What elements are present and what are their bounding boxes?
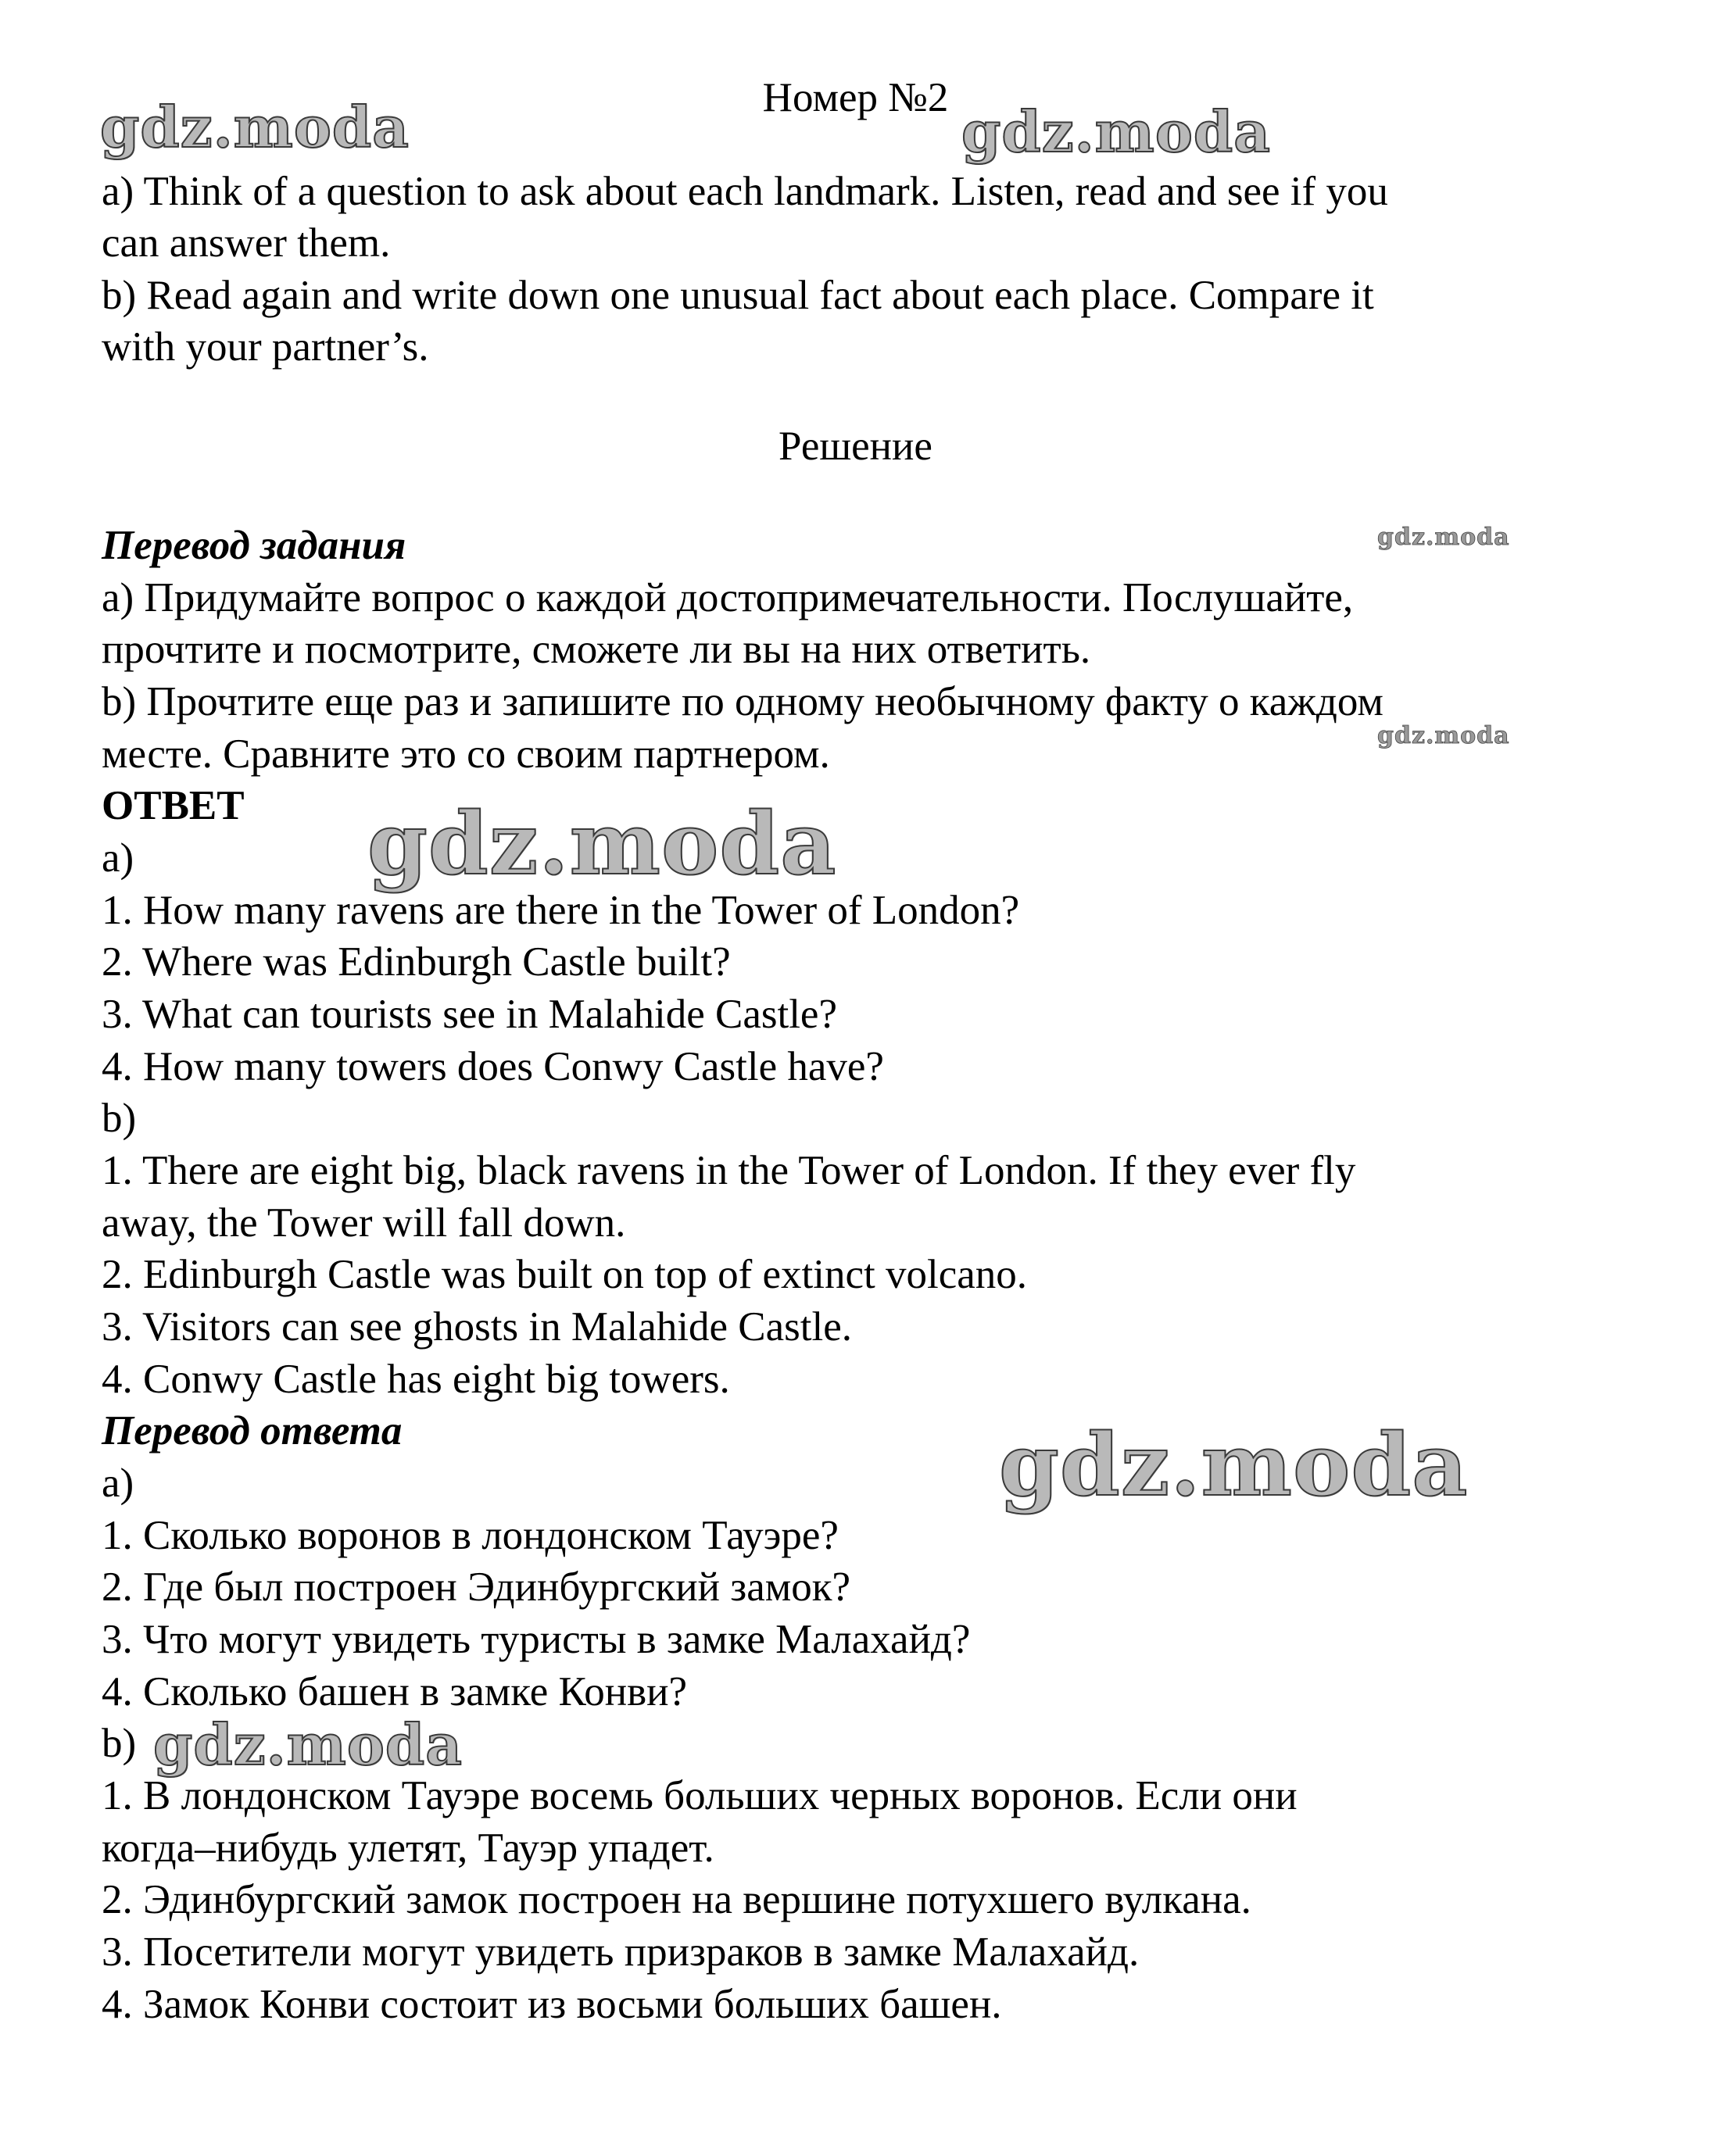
answer-b-item-1-line-1: 1. There are eight big, black ravens in the Tower of London. If they ever fly [102, 1148, 1356, 1193]
answer-b-label: b) [102, 1096, 137, 1141]
task-a-line-1: a) Think of a question to ask about each landmark. Listen, read and see if you [102, 169, 1388, 214]
answer-translation-a-item-1: 1. Сколько воронов в лондонском Тауэре? [102, 1513, 839, 1558]
answer-heading: ОТВЕТ [102, 783, 245, 828]
task-translation-b-line-2: месте. Сравните это со своим партнером. [102, 731, 830, 777]
task-translation-heading: Перевод задания [102, 523, 406, 568]
task-b-line-1: b) Read again and write down one unusual fact about each place. Compare it [102, 273, 1374, 318]
watermark: gdz.moda [1377, 722, 1510, 749]
answer-translation-a-item-2: 2. Где был построен Эдинбургский замок? [102, 1564, 851, 1610]
answer-b-item-3: 3. Visitors can see ghosts in Malahide Castle. [102, 1304, 853, 1350]
answer-a-item-1: 1. How many ravens are there in the Tower of London? [102, 888, 1020, 933]
watermark: gdz.moda [153, 1711, 463, 1778]
answer-translation-b-item-1-line-2: когда–нибудь улетят, Тауэр упадет. [102, 1825, 714, 1871]
watermark: gdz.moda [961, 98, 1271, 165]
answer-a-item-4: 4. How many towers does Conwy Castle have? [102, 1044, 884, 1089]
task-translation-a-line-2: прочтите и посмотрите, сможете ли вы на них ответить. [102, 627, 1091, 672]
watermark: gdz.moda [367, 793, 837, 894]
answer-b-item-2: 2. Edinburgh Castle was built on top of extinct volcano. [102, 1252, 1027, 1297]
watermark: gdz.moda [1377, 524, 1510, 551]
answer-translation-heading: Перевод ответа [102, 1408, 403, 1453]
answer-translation-a-label: a) [102, 1461, 134, 1506]
task-translation-b-line-1: b) Прочтите еще раз и запишите по одному необычному факту о каждом [102, 679, 1383, 724]
watermark: gdz.moda [100, 94, 410, 160]
answer-translation-a-item-4: 4. Сколько башен в замке Конви? [102, 1669, 688, 1714]
answer-translation-b-item-4: 4. Замок Конви состоит из восьми больших башен. [102, 1982, 1002, 2027]
answer-translation-b-item-3: 3. Посетители могут увидеть призраков в замке Малахайд. [102, 1929, 1140, 1975]
task-translation-a-line-1: a) Придумайте вопрос о каждой достопримечательности. Послушайте, [102, 575, 1354, 620]
answer-translation-a-item-3: 3. Что могут увидеть туристы в замке Малахайд? [102, 1617, 971, 1662]
answer-translation-b-item-1-line-1: 1. В лондонском Тауэре восемь больших черных воронов. Если они [102, 1773, 1298, 1818]
problem-number: Номер №2 [762, 75, 949, 120]
answer-a-label: a) [102, 835, 134, 881]
answer-translation-b-item-2: 2. Эдинбургский замок построен на вершине потухшего вулкана. [102, 1877, 1251, 1922]
answer-a-item-2: 2. Where was Edinburgh Castle built? [102, 939, 731, 985]
answer-b-item-4: 4. Conwy Castle has eight big towers. [102, 1357, 730, 1402]
task-b-line-2: with your partner’s. [102, 324, 429, 370]
answer-translation-b-label: b) [102, 1721, 137, 1766]
solution-title: Решение [779, 424, 932, 469]
answer-a-item-3: 3. What can tourists see in Malahide Castle? [102, 992, 837, 1037]
answer-b-item-1-line-2: away, the Tower will fall down. [102, 1200, 626, 1246]
watermark: gdz.moda [999, 1414, 1469, 1515]
task-a-line-2: can answer them. [102, 220, 391, 266]
